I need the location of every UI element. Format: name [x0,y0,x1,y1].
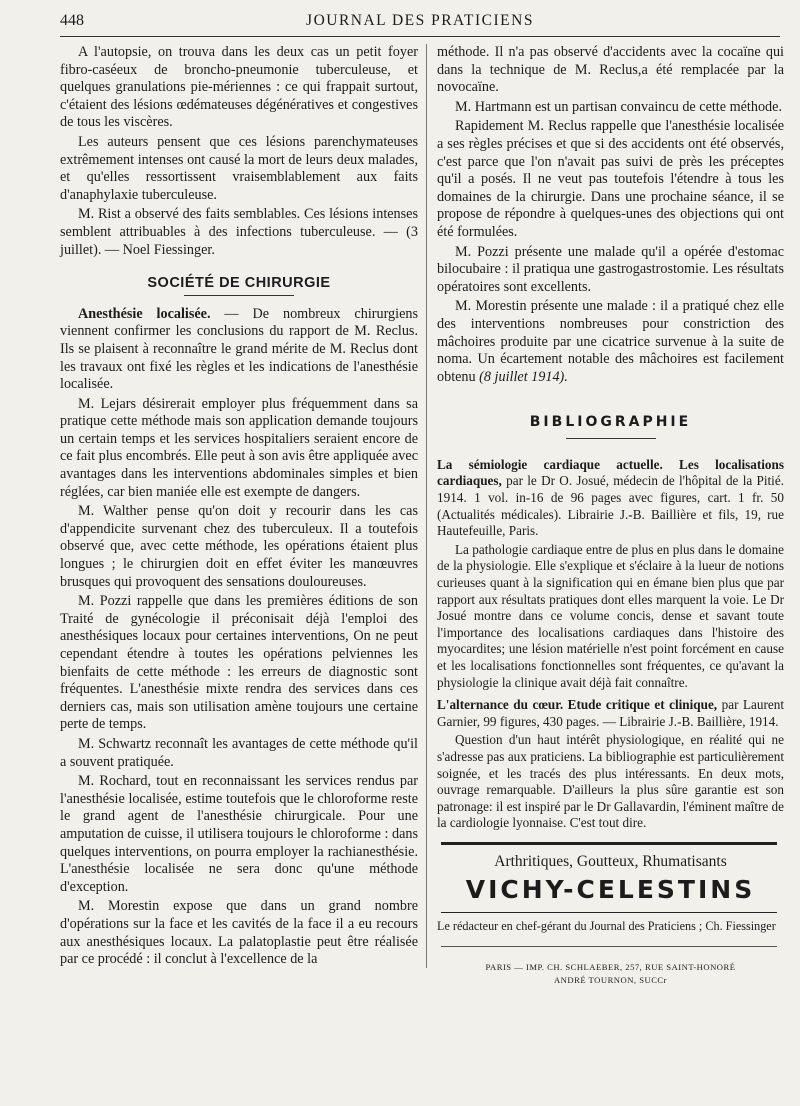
section-rule [184,295,294,296]
paragraph: M. Hartmann est un partisan convaincu de cette méthode. [455,98,782,115]
bib-entry-text: La pathologie cardiaque entre de plus en plus dans le domaine de la physiologie. Elle s'explique et s'éclaire à la lueur de notions curieuses quant à la signification qui en émane bien plus que par rapport aux résultats pratiques dont elles marquent la voie. Le Dr Josué montre dans ce volume concis, dense et savant toute l'importance des localisations cardiaques dans l'histoire des myocardites; une lésion matérielle n'est point forcément en cause et les localisations fonctionnelles sont fréquentes, ce qu'avant la physiologie la clinique avait déjà fait connaître. [437,541,784,690]
imprint-line: PARIS — IMP. CH. SCHLAEBER, 257, RUE SAINT-HONORÉ [485,962,736,972]
column-divider [426,44,427,968]
paragraph: M. Walther pense qu'on doit y recourir dans les cas d'appendicite survenant chez des tuberculeux. Il a toutefois observé que, avec cette méthode, les opérations étaient plus longues ; le chirurgien doit en effet éviter les manœuvres brusques qui provoquent des sensations douloureuses. [60,503,418,590]
paragraph: M. Morestin expose que dans un grand nombre d'opérations sur la face et les cavités de la face il a eu recours aux anesthésiques locaux. La palatoplastie peut être réalisée par ce procédé : il conclut à l'excellence de la [60,898,418,968]
page-header [60,10,780,34]
morestin-date: (8 juillet 1914). [479,368,568,385]
journal-title: JOURNAL DES PRATICIENS [306,12,534,29]
ad-subtitle: Arthritiques, Goutteux, Rhumatisants [494,853,727,870]
page-number: 448 [60,12,84,29]
bibliography-entry [437,697,784,832]
bib-entry-head [437,457,784,540]
item-text: — De nombreux chirurgiens viennent confirmer les conclusions du rapport de M. Reclus. Ils se plaisent à reconnaître le grand mérite de M. Reclus dont les travaux ont fixé les règles et les indications de l'anesthésie localisée. [60,305,418,393]
ad-rule-bottom [441,912,777,913]
header-rule [60,36,780,37]
paragraph: M. Lejars désirerait employer plus fréquemment dans sa pratique cette méthode mais son application demande toujours un certain temps et les services hospitaliers seraient encore de ce fait plus encombrés. Elle peut à son avis être appliquée avec avantages dans les interventions abdominales simples et bien réglées, car bien maniée elle est exempte de dangers. [60,395,418,500]
paragraph: Les auteurs pensent que ces lésions parenchymateuses extrêmement intenses ont causé la mort de leurs deux malades, et qu'elles ressortissent vraisemblablement aux faits d'anaphylaxie tuberculeuse. [60,133,418,203]
ad-rule-top [441,842,777,845]
anesthesie-paragraph [60,306,418,394]
bibliography-title-text: BIBLIOGRAPHIE [529,414,692,431]
bib-entry-ref: par Laurent Garnier, 99 figures, 430 pages. — Librairie J.-B. Baillière, 1914. [437,697,784,729]
morestin-paragraph [437,298,784,386]
paragraph: A l'autopsie, on trouva dans les deux cas un petit foyer fibro-caséeux de broncho-pneumonie tuberculeuse, et quelques granulations pie-mériennes : ce qui frappait surtout, c'étaient des lésions œdémateuses dégénératives et congestives de tous les viscères. [60,44,418,131]
paragraph: Rapidement M. Reclus rappelle que l'anesthésie localisée a ses règles précises et que si des accidents ont été observés, c'est parce que l'on n'avait pas suivi de près les préceptes qu'il a posés. Il ne veut pas toutefois l'étendre à tous les domaines de la chirurgie. Dans une prochaine séance, il se propose de répondre à quelques-unes des objections qui ont été formulées. [437,118,784,240]
bibliography-rule [566,438,656,439]
paragraph: M. Pozzi présente une malade qu'il a opérée d'estomac bilocubaire : il pratiqua une gastrogastrostomie. Les résultats opératoires sont excellents. [437,243,784,295]
paragraph: M. Pozzi rappelle que dans les premières éditions de son Traité de gynécologie il préconisait déjà l'emploi des anesthésiques locaux pour certaines interventions, On ne peut cependant étendre à toutes les opérations pelviennes les bienfaits de cette méthode : les erreurs de diagnostic sont fréquentes. L'anesthésie mixte rendra des services dans ces derniers cas, mais son utilisation amène toujours une certaine perte de temps. [60,593,418,733]
advertisement [437,842,784,987]
paragraph: M. Rochard, tout en reconnaissant les services rendus par l'anesthésie localisée, estime toutefois que le chloroforme reste le grand agent de l'anesthésie chirurgicale. Pour une amputation de cuisse, il utilisera toujours le chloroforme : dans quelques interventions, on pourra employer la rachianesthésie. L'anesthésie localisée ne sera donc qu'une méthode d'exception. [60,773,418,895]
item-lead: Anesthésie localisée. [78,305,211,322]
paragraph: méthode. Il n'a pas observé d'accidents avec la cocaïne qui dans la technique de M. Reclus,a été remplacée par la novocaïne. [437,44,784,96]
bib-entry-title: L'alternance du cœur. Etude critique et clinique, [437,697,718,713]
bib-entry-head [437,697,784,730]
ad-brand: VICHY-CELESTINS [465,875,756,904]
imprint [437,961,784,987]
morestin-text: M. Morestin présente une malade : il a pratiqué chez elle des interventions nombreuses pour constriction des mâchoires produite par une cicatrice survenue à la suite de noma. Un écartement notable des mâchoires est facilement obtenu [437,298,784,385]
left-column [60,44,418,971]
bibliography-title [437,414,784,439]
bib-entry-ref: par le Dr O. Josué, médecin de l'hôpital de la Pitié. 1914. 1 vol. in-16 de 96 pages avec figures, cart. 1 fr. 50 (Actualités médicales). Librairie J.-B. Baillière et fils, 19, rue Hautefeuille, Paris. [437,473,784,539]
imprint-line: ANDRÉ TOURNON, SUCCr [553,975,668,985]
rist-paragraph: M. Rist a observé des faits semblables. Ces lésions intenses semblent attribuables à des infections tuberculeuse. — (3 juillet). — Noel Fiessinger. [60,206,418,258]
redacteur-line: Le rédacteur en chef-gérant du Journal des Praticiens ; Ch. Fiessinger [437,919,776,933]
bib-entry-text: Question d'un haut intérêt physiologique, en réalité qui ne s'adresse pas aux praticiens. La bibliographie est particulièrement soignée, et les tracés des plus intéressants. En deux mots, ouvrage remarquable. D'ailleurs la plus sûre garantie est son patronage: il est inspiré par le Dr Gallavardin, l'éminent maître de la cardiologie lyonnaise. C'est tout dire. [437,732,784,831]
bib-entry-title: La sémiologie cardiaque actuelle. Les localisations cardiaques, [437,456,784,489]
imprint-rule [441,946,777,947]
bibliography-entry [437,457,784,691]
section-title: SOCIÉTÉ DE CHIRURGIE [147,275,331,292]
right-column [437,44,784,834]
paragraph: M. Schwartz reconnaît les avantages de cette méthode qu'il a souvent pratiquée. [60,735,418,770]
